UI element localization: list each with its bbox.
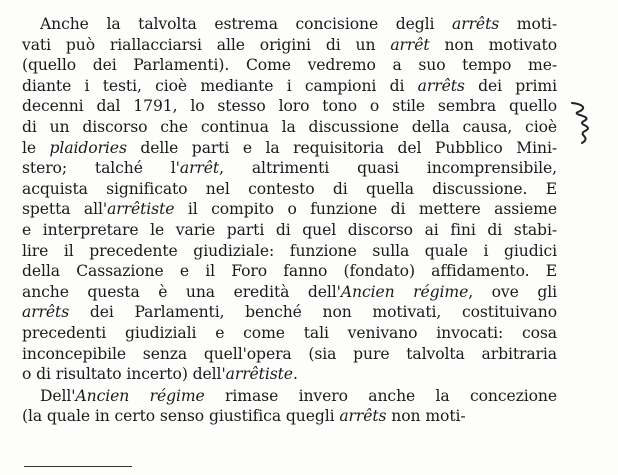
text-line — [22, 386, 557, 407]
text-run: moti- — [499, 15, 557, 33]
text-run: stero; talché l' — [22, 159, 180, 178]
text-run: e interpretare le varie parti di quel discorso ai fini di stabi- — [22, 220, 557, 239]
text-line — [22, 96, 557, 117]
text-run: Anche la talvolta estrema concisione degli — [40, 15, 453, 33]
text-line — [22, 261, 557, 282]
text-line — [22, 323, 557, 344]
text-line — [22, 76, 557, 97]
text-run: diante i testi, cioè mediante i campioni di — [22, 76, 418, 95]
text-line — [22, 344, 557, 365]
text-line — [22, 179, 557, 200]
text-run: anche questa è una eredità dell' — [22, 282, 341, 301]
text-line — [22, 35, 557, 56]
text-run: dei Parlamenti, benché non motivati, costituivano — [69, 303, 557, 322]
text-line — [22, 220, 557, 241]
italic-term: arrêts — [452, 15, 500, 33]
text-run: di un discorso che continua la discussione della causa, cioè — [22, 117, 557, 136]
body-text — [22, 14, 557, 427]
text-run: delle parti e la requisitoria del Pubblico Mini- — [126, 138, 557, 157]
text-run: (la quale in certo senso giustifica quegli — [22, 407, 340, 426]
text-run: , ove gli — [468, 282, 557, 301]
text-run: (quello dei Parlamenti). Come vedremo a suo tempo me- — [22, 56, 557, 75]
text-line — [22, 158, 557, 179]
text-run: non moti- — [386, 407, 466, 426]
paragraph-2 — [22, 386, 557, 427]
italic-term: arrêtiste — [107, 200, 175, 219]
text-line — [22, 199, 557, 220]
text-run: . — [292, 365, 298, 384]
footnote-rule — [24, 466, 132, 467]
text-run: o di risultato incerto) dell' — [22, 365, 226, 384]
text-run: non motivato — [429, 35, 557, 54]
italic-term: plaidories — [49, 138, 127, 157]
handwritten-squiggle-mark-icon — [568, 100, 598, 146]
text-line — [22, 138, 557, 159]
text-line — [22, 364, 557, 385]
italic-term: arrêt — [390, 35, 430, 54]
text-line — [22, 282, 557, 303]
text-run: inconcepibile senza quell'opera (sia pure talvolta arbitraria — [22, 344, 557, 363]
text-run: decenni dal 1791, lo stesso loro tono o stile sembra quello — [22, 97, 557, 116]
text-run: dei primi — [464, 76, 557, 95]
text-line — [22, 14, 557, 35]
text-run: le — [22, 138, 50, 157]
italic-term: Ancien régime — [75, 386, 205, 405]
text-run: il compito o funzione di mettere assieme — [174, 200, 557, 219]
text-run: , altrimenti quasi incomprensibile, — [219, 159, 557, 178]
text-run: lire il precedente giudiziale: funzione sulla quale i giudici — [22, 241, 557, 260]
text-run: acquista significato nel contesto di quella discussione. E — [22, 179, 557, 198]
text-line — [22, 117, 557, 138]
text-run: rimase invero anche la concezione — [204, 386, 557, 405]
italic-term: arrêts — [417, 76, 465, 95]
paragraph-1 — [22, 14, 557, 385]
italic-term: arrêts — [22, 303, 70, 322]
text-run: della Cassazione e il Foro fanno (fondato) affidamento. E — [22, 262, 557, 281]
text-line — [22, 241, 557, 262]
italic-term: arrêt — [179, 159, 220, 178]
text-run: vati può riallacciarsi alle origini di un — [22, 35, 391, 54]
text-line — [22, 302, 557, 323]
text-line — [22, 55, 557, 76]
italic-term: arrêts — [339, 407, 387, 426]
italic-term: arrêtiste — [225, 365, 293, 384]
text-run: precedenti giudiziali e come tali venivano invocati: cosa — [22, 323, 557, 342]
italic-term: Ancien régime — [340, 282, 469, 301]
text-run: spetta all' — [22, 200, 108, 219]
text-run: Dell' — [40, 386, 76, 405]
text-line — [22, 406, 557, 427]
